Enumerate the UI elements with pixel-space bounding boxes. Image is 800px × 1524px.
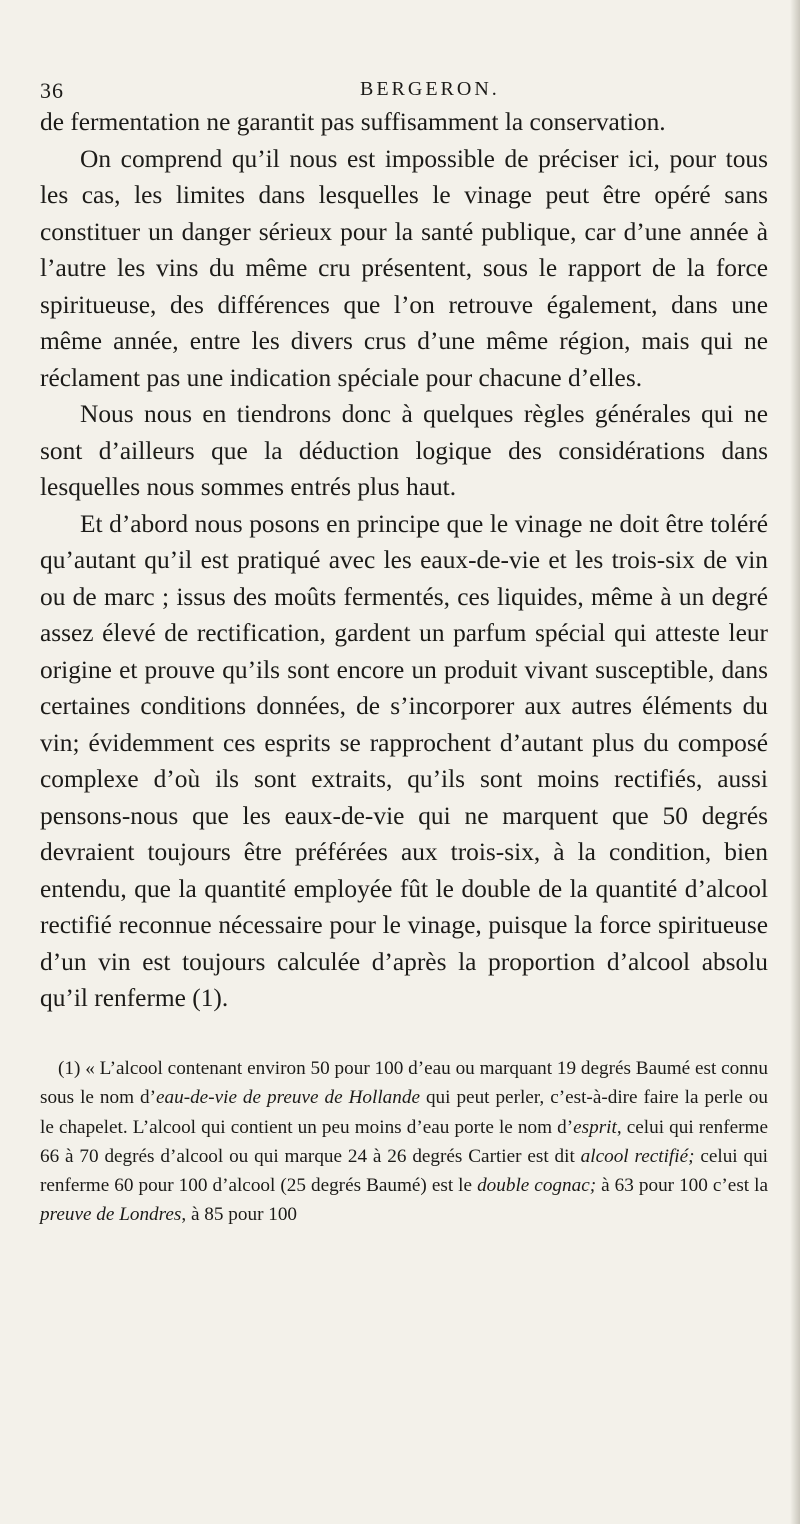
- footnote-text: [40, 1054, 768, 1230]
- footnote: [40, 1054, 768, 1230]
- footnote-italic: preuve de Londres: [40, 1204, 182, 1226]
- paragraph: On comprend qu’il nous est impossible de préciser ici, pour tous les cas, les limites dans lesquelles le vinage peut être opéré sans constituer un danger sérieux pour la santé publique, car d’une année à l’autre les vins du même cru présentent, sous le rapport de la force spiritueuse, des différences que l’on retrouve également, dans une même année, entre les divers crus d’une même région, mais qui ne réclament pas une indication spéciale pour chacune d’elles.: [40, 144, 768, 392]
- paragraph-continuation: de fermentation ne garantit pas suffisamment la conservation.: [40, 108, 666, 136]
- footnote-segment: , celui qui renferme 66 à 70 degrés d’alcool ou qui marque 24 à 26 degrés Cartier est dit: [40, 1116, 768, 1167]
- footnote-italic: eau-de-vie de preuve de Hollande: [156, 1087, 420, 1109]
- footnote-segment: à 63 pour 100 c’est la: [596, 1175, 768, 1197]
- footnote-italic: alcool rectifié;: [580, 1145, 695, 1167]
- footnote-segment: , à 85 pour 100: [181, 1204, 298, 1226]
- footnote-segment: (1) « L’alcool contenant environ 50 pour 100 d’eau ou marquant 19 degrés Baumé est connu sous le nom d’: [40, 1058, 768, 1109]
- paragraph: Nous nous en tiendrons donc à quelques règles générales qui ne sont d’ailleurs que la déduction logique des considérations dans lesquelles nous sommes entrés plus haut.: [40, 400, 768, 501]
- footnote-segment: qui peut perler, c’est-à-dire faire la perle ou le chapelet. L’alcool qui contient un peu moins d’eau porte le nom d’: [40, 1087, 768, 1138]
- footnote-segment: celui qui renferme 60 pour 100 d’alcool (25 degrés Baumé) est le: [40, 1145, 768, 1197]
- footnote-italic: esprit: [573, 1116, 617, 1138]
- running-head: BERGERON.: [360, 78, 500, 100]
- footnote-italic: double cognac;: [477, 1175, 597, 1197]
- page-edge-shadow: [790, 0, 800, 1524]
- paragraph: Et d’abord nous posons en principe que le vinage ne doit être toléré qu’autant qu’il est pratiqué avec les eaux-de-vie et les trois-six de vin ou de marc ; issus des moûts fermentés, ces liquides, même à un degré assez élevé de rectification, gardent un parfum spécial qui atteste leur origine et prouve qu’ils sont encore un produit vivant susceptible, dans certaines conditions données, de s’incorporer aux autres éléments du vin; évidemment ces esprits se rapprochent d’autant plus du composé complexe d’où ils sont extraits, qu’ils sont moins rectifiés, aussi pensons-nous que les eaux-de-vie qui ne marquent que 50 degrés devraient toujours être préférées aux trois-six, à la condition, bien entendu, que la quantité employée fût le double de la quantité d’alcool rectifié reconnue nécessaire pour le vinage, puisque la force spiritueuse d’un vin est toujours calculée d’après la proportion d’alcool absolu qu’il renferme (1).: [40, 509, 768, 1012]
- page-number: 36: [40, 78, 64, 103]
- main-text: [40, 104, 768, 1017]
